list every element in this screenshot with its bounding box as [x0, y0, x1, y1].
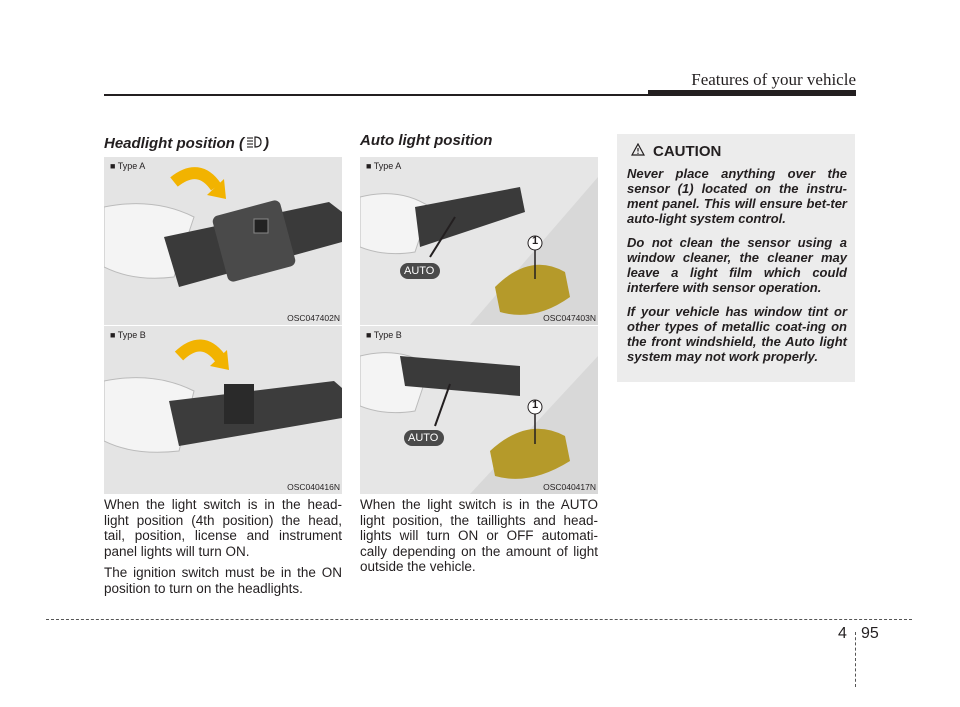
figure-code: OSC047403N	[543, 313, 596, 323]
stalk-illustration	[104, 326, 342, 494]
warning-triangle-icon	[631, 143, 645, 160]
footer-rule	[46, 619, 912, 620]
figure-code: OSC040417N	[543, 482, 596, 492]
caution-paragraph: If your vehicle has window tint or other types of metallic coat-ing on the front windshield, the Auto light system may not work properly.	[627, 304, 847, 364]
auto-light-body-text	[360, 497, 598, 581]
page-number: 95	[861, 625, 879, 642]
figure-type-label: ■ Type B	[110, 330, 146, 340]
heading-prefix: Headlight position (	[104, 135, 244, 152]
auto-sensor-illustration	[360, 157, 598, 325]
figure-type-label: ■ Type A	[110, 161, 146, 171]
figure-type-label: ■ Type B	[366, 330, 402, 340]
caution-title: CAUTION	[653, 143, 722, 160]
caution-paragraph: Never place anything over the sensor (1) located on the instru-ment panel. This will ensure bet-ter auto-light system control.	[627, 166, 847, 226]
sensor-callout-number: 1	[532, 235, 539, 247]
sensor-callout-number: 1	[532, 399, 539, 411]
auto-badge: AUTO	[408, 432, 439, 444]
paragraph: When the light switch is in the head-light position (4th position) the head, tail, position, license and instrument panel lights will turn ON.	[104, 497, 342, 559]
stalk-illustration	[104, 157, 342, 325]
figure-code: OSC047402N	[287, 313, 340, 323]
caution-box	[617, 134, 855, 382]
caution-header	[631, 143, 721, 160]
caution-paragraph: Do not clean the sensor using a window cleaner, the cleaner may leave a light film which could interfere with sensor operation.	[627, 235, 847, 295]
page-divider	[855, 632, 856, 687]
heading-suffix: )	[264, 135, 269, 152]
figure-type-a-auto	[360, 157, 598, 325]
headlight-body-text	[104, 497, 342, 602]
figure-type-b-headlight	[104, 326, 342, 494]
headlight-position-heading	[104, 135, 269, 153]
chapter-number: 4	[838, 625, 847, 642]
caution-text	[627, 166, 847, 373]
auto-badge: AUTO	[404, 265, 435, 277]
auto-sensor-illustration	[360, 326, 598, 494]
paragraph: The ignition switch must be in the ON position to turn on the headlights.	[104, 565, 342, 596]
auto-light-position-heading: Auto light position	[360, 132, 493, 149]
figure-type-b-auto	[360, 326, 598, 494]
figure-type-a-headlight	[104, 157, 342, 325]
figure-code: OSC040416N	[287, 482, 340, 492]
header-rule-accent	[648, 90, 856, 96]
figure-type-label: ■ Type A	[366, 161, 402, 171]
headlight-icon	[246, 135, 262, 153]
header-title: Features of your vehicle	[691, 70, 856, 89]
paragraph: When the light switch is in the AUTO light position, the taillights and head-lights will turn ON or OFF automati-cally depending on the amount of light outside the vehicle.	[360, 497, 598, 574]
